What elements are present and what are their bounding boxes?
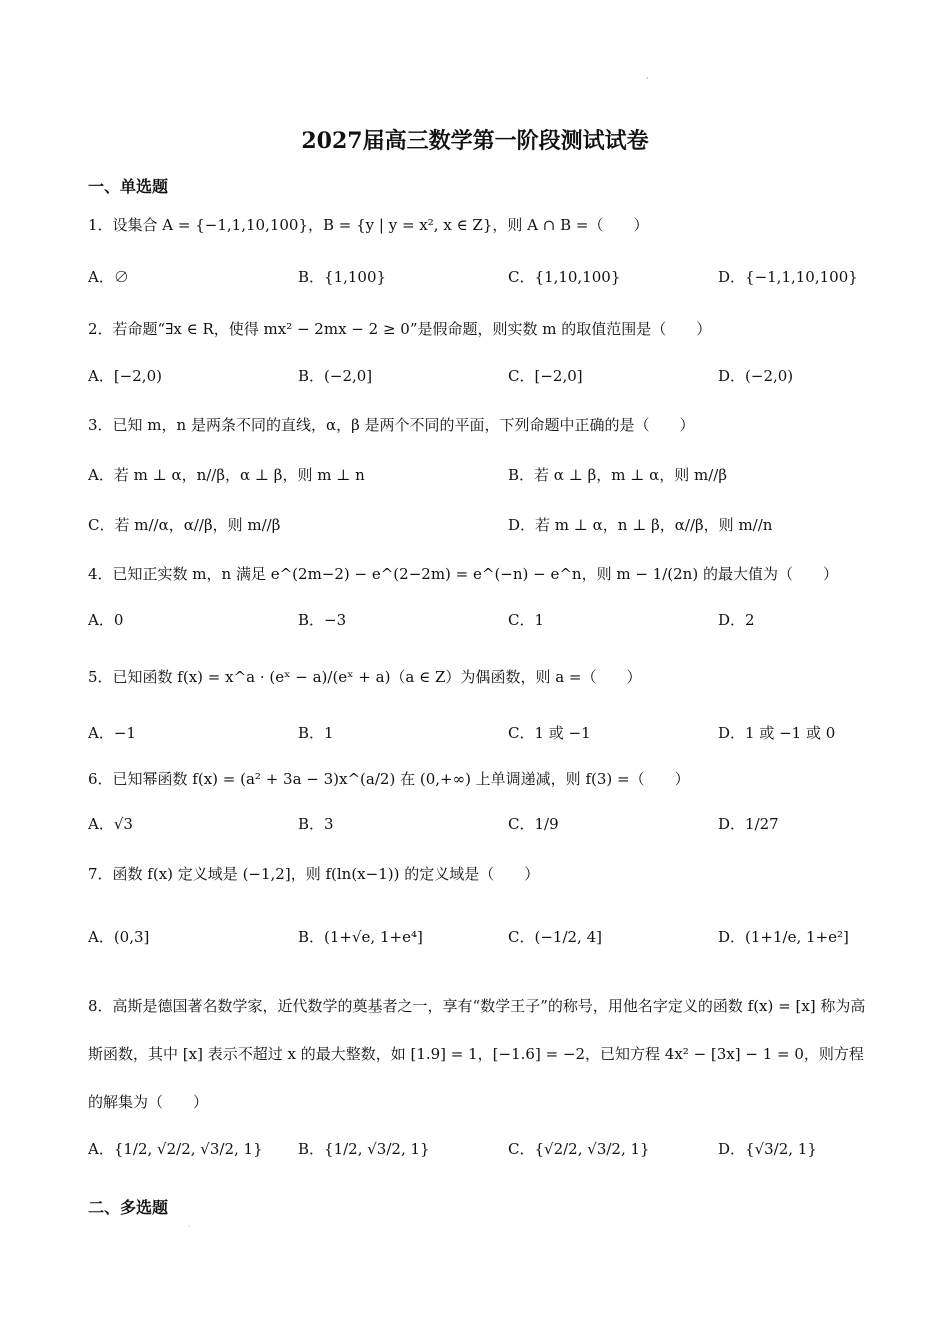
section-multiple-choice: 二、多选题 — [88, 1198, 169, 1217]
question-3-option-c: C．若 m//α，α//β，则 m//β — [88, 516, 281, 534]
question-7-option-a: A．(0,3] — [88, 928, 150, 946]
question-5-option-b: B．1 — [298, 724, 334, 742]
question-8-option-b: B．{1/2, √3/2, 1} — [298, 1140, 430, 1158]
question-6-option-a: A．√3 — [88, 815, 133, 833]
question-2-option-d: D．(−2,0) — [718, 367, 794, 385]
question-5-option-c: C．1 或 −1 — [508, 724, 591, 742]
question-8-option-c: C．{√2/2, √3/2, 1} — [508, 1140, 650, 1158]
question-2-option-c: C．[−2,0] — [508, 367, 583, 385]
page-dot-mark: · — [646, 74, 649, 83]
question-7-option-b: B．(1+√e, 1+e⁴] — [298, 928, 423, 946]
question-1-option-a: A．∅ — [88, 268, 129, 286]
question-5-option-a: A．−1 — [88, 724, 136, 742]
question-4-option-a: A．0 — [88, 611, 124, 629]
question-1-option-b: B．{1,100} — [298, 268, 387, 286]
question-3-option-d: D．若 m ⊥ α，n ⊥ β，α//β，则 m//n — [508, 516, 773, 534]
question-2-stem: 2．若命题“∃x ∈ R，使得 mx² − 2mx − 2 ≥ 0”是假命题，则实数 m 的取值范围是（ ） — [88, 320, 712, 338]
question-4-stem: 4．已知正实数 m，n 满足 e^(2m−2) − e^(2−2m) = e^(−n) − e^n，则 m − 1/(2n) 的最大值为（ ） — [88, 565, 838, 583]
question-2-option-b: B．(−2,0] — [298, 367, 373, 385]
question-6-stem: 6．已知幂函数 f(x) = (a² + 3a − 3)x^(a/2) 在 (0,+∞) 上单调递减，则 f(3) =（ ） — [88, 770, 690, 788]
question-6-option-c: C．1/9 — [508, 815, 559, 833]
question-1-option-c: C．{1,10,100} — [508, 268, 621, 286]
question-3-option-a: A．若 m ⊥ α，n//β，α ⊥ β，则 m ⊥ n — [88, 466, 365, 484]
question-4-option-b: B．−3 — [298, 611, 347, 629]
question-7-option-d: D．(1+1/e, 1+e²] — [718, 928, 849, 946]
question-6-option-b: B．3 — [298, 815, 334, 833]
question-7-stem: 7．函数 f(x) 定义域是 (−1,2]，则 f(ln(x−1)) 的定义域是（ ） — [88, 865, 540, 883]
question-8-option-a: A．{1/2, √2/2, √3/2, 1} — [88, 1140, 263, 1158]
exam-title: 2027届高三数学第一阶段测试试卷 — [301, 128, 649, 154]
question-4-option-c: C．1 — [508, 611, 545, 629]
question-1-stem: 1．设集合 A = {−1,1,10,100}，B = {y | y = x², x ∈ Z}，则 A ∩ B =（ ） — [88, 216, 649, 234]
page-dot-mark-2: · — [188, 1222, 191, 1231]
question-1-option-d: D．{−1,1,10,100} — [718, 268, 858, 286]
section-single-choice: 一、单选题 — [88, 177, 169, 196]
question-2-option-a: A．[−2,0) — [88, 367, 162, 385]
question-3-stem: 3．已知 m，n 是两条不同的直线，α，β 是两个不同的平面，下列命题中正确的是（ ） — [88, 416, 695, 434]
question-5-option-d: D．1 或 −1 或 0 — [718, 724, 836, 742]
question-8-option-d: D．{√3/2, 1} — [718, 1140, 817, 1158]
question-4-option-d: D．2 — [718, 611, 755, 629]
question-6-option-d: D．1/27 — [718, 815, 779, 833]
question-5-stem: 5．已知函数 f(x) = x^a · (eˣ − a)/(eˣ + a)（a ∈ Z）为偶函数，则 a =（ ） — [88, 668, 642, 686]
question-8-stem: 8．高斯是德国著名数学家，近代数学的奠基者之一，享有“数学王子”的称号，用他名字定义的函数 f(x) = [x] 称为高斯函数，其中 [x] 表示不超过 x 的最大整数，如 [1.9] = 1，[−1.6] = −2，已知方程 4x² − [3x] − 1 = 0，则方程的解集为（ ） — [88, 997, 866, 1111]
question-7-option-c: C．(−1/2, 4] — [508, 928, 602, 946]
question-3-option-b: B．若 α ⊥ β，m ⊥ α，则 m//β — [508, 466, 728, 484]
